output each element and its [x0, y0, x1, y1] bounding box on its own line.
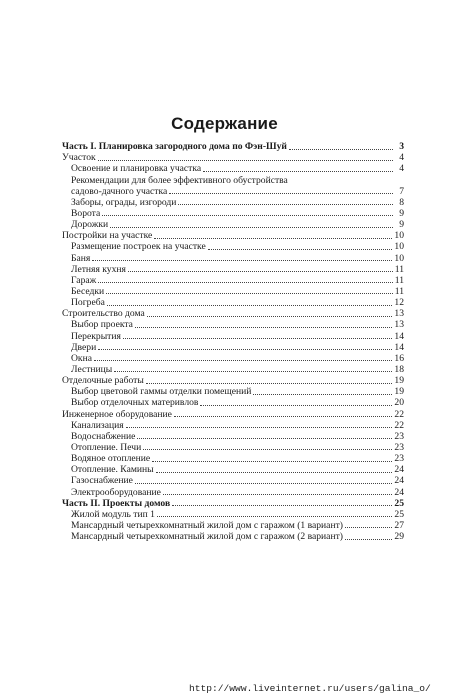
toc-entry-label: Постройки на участке: [62, 230, 153, 242]
toc-entry-page: 16: [394, 352, 404, 364]
toc-entry-page: 4: [399, 163, 404, 175]
toc-entry-page: 13: [394, 308, 404, 320]
toc-entry-label: Отделочные работы: [62, 375, 144, 387]
dot-leader: [345, 539, 392, 540]
toc-entry-page: 22: [394, 419, 404, 431]
toc-entry-page: 29: [394, 531, 404, 543]
toc-entry-label: Размещение построек на участке: [71, 241, 206, 253]
dot-leader: [152, 461, 392, 462]
toc-entry-label: Электрооборудование: [71, 486, 161, 498]
dot-leader: [200, 405, 392, 406]
toc-entry-label: Водоснабжение: [71, 430, 136, 442]
toc-entry-label: Инженерное оборудование: [62, 408, 172, 420]
toc-entry: [62, 264, 404, 275]
dot-leader: [289, 149, 393, 150]
toc-entry-label: Часть I. Планировка загородного дома по Фэн-Шуй: [62, 141, 287, 153]
toc-entry: [62, 453, 404, 464]
toc-entry: [62, 219, 404, 230]
toc-entry-page: 19: [394, 386, 404, 398]
toc-entry-page: 11: [394, 285, 404, 297]
toc-entry: [62, 275, 404, 286]
dot-leader: [169, 193, 393, 194]
toc-entry: [62, 174, 404, 185]
toc-entry-page: 23: [394, 441, 404, 453]
toc-entry-page: 8: [399, 196, 404, 208]
dot-leader: [137, 438, 392, 439]
dot-leader: [107, 305, 393, 306]
dot-leader: [92, 260, 392, 261]
toc-entry-page: 14: [394, 341, 404, 353]
toc-entry: [62, 431, 404, 442]
dot-leader: [147, 316, 393, 317]
dot-leader: [174, 416, 392, 417]
toc-entry-page: 23: [394, 430, 404, 442]
dot-leader: [154, 238, 392, 239]
toc-entry: [62, 375, 404, 386]
toc-entry-label: Жилой модуль тип 1: [71, 508, 155, 520]
toc-entry: [62, 386, 404, 397]
dot-leader: [135, 483, 392, 484]
toc-entry-page: 13: [394, 319, 404, 331]
page-title: Содержание: [171, 114, 278, 133]
toc-entry: [62, 420, 404, 431]
toc-entry: [62, 286, 404, 297]
toc-entry-label: Лестницы: [71, 363, 113, 375]
toc-entry: [62, 442, 404, 453]
dot-leader: [203, 171, 393, 172]
source-url: http://www.liveinternet.ru/users/galina_o/: [189, 683, 431, 694]
toc-entry-label: Заборы, ограды, изгороди: [71, 196, 177, 208]
toc-entry-page: 10: [394, 230, 404, 242]
toc-entry-page: 9: [399, 207, 404, 219]
toc-entry: [62, 397, 404, 408]
toc-entry: [62, 252, 404, 263]
dot-leader: [172, 505, 392, 506]
toc-entry-page: 10: [394, 252, 404, 264]
dot-leader: [126, 427, 393, 428]
toc-entry: [62, 486, 404, 497]
dot-leader: [146, 383, 393, 384]
toc-entry-label: Отопление. Камины: [71, 464, 154, 476]
dot-leader: [345, 527, 392, 528]
toc-entry-label: Мансардный четырехкомнатный жилой дом с гаражом (2 вариант): [71, 531, 343, 543]
toc-entry: [62, 141, 404, 152]
toc-entry-label: Баня: [71, 252, 91, 264]
toc-entry-page: 24: [394, 475, 404, 487]
toc-entry-page: 9: [399, 219, 404, 231]
table-of-contents: [62, 141, 404, 542]
toc-entry-label: Ворота: [71, 207, 101, 219]
toc-entry-label: Газоснабжение: [71, 475, 133, 487]
toc-entry-label: Освоение и планировка участка: [71, 163, 202, 175]
toc-entry-label: садово-дачного участка: [71, 185, 168, 197]
toc-entry-label: Дорожки: [71, 219, 109, 231]
toc-entry: [62, 186, 404, 197]
toc-entry: [62, 308, 404, 319]
toc-entry-page: 11: [394, 263, 404, 275]
toc-entry-label: Строительство дома: [62, 308, 145, 320]
dot-leader: [253, 394, 392, 395]
toc-entry: [62, 330, 404, 341]
dot-leader: [106, 293, 393, 294]
toc-entry: [62, 163, 404, 174]
toc-entry-label: Часть II. Проекты домов: [62, 497, 171, 509]
toc-entry-label: Погреба: [71, 297, 105, 309]
toc-entry: [62, 208, 404, 219]
toc-entry-label: Мансардный четырехкомнатный жилой дом с гаражом (1 вариант): [71, 519, 343, 531]
toc-entry-label: Окна: [71, 352, 92, 364]
dot-leader: [143, 449, 392, 450]
toc-entry-label: Летняя кухня: [71, 263, 126, 275]
toc-entry-label: Выбор цветовой гаммы отделки помещений: [71, 386, 252, 398]
toc-entry-label: Выбор отделочных материвлов: [71, 397, 199, 409]
toc-entry-page: 11: [394, 274, 404, 286]
toc-entry-page: 3: [399, 141, 404, 153]
toc-entry-label: Двери: [71, 341, 97, 353]
toc-entry-page: 25: [394, 508, 404, 520]
toc-entry-label: Отопление. Печи: [71, 441, 142, 453]
toc-entry: [62, 342, 404, 353]
toc-entry: [62, 408, 404, 419]
toc-entry-page: 19: [394, 375, 404, 387]
toc-entry-label: Гараж: [71, 274, 97, 286]
toc-entry: [62, 230, 404, 241]
dot-leader: [157, 516, 392, 517]
dot-leader: [98, 160, 393, 161]
toc-entry-label: Выбор проекта: [71, 319, 133, 331]
toc-entry: [62, 152, 404, 163]
dot-leader: [123, 338, 393, 339]
toc-entry: [62, 197, 404, 208]
toc-entry-page: 10: [394, 241, 404, 253]
toc-entry-label: Водяное отопление: [71, 453, 151, 465]
dot-leader: [114, 371, 392, 372]
toc-entry: [62, 241, 404, 252]
toc-entry: [62, 353, 404, 364]
toc-entry-label: Перекрытия: [71, 330, 121, 342]
toc-entry: [62, 464, 404, 475]
toc-entry-page: 12: [394, 297, 404, 309]
toc-entry: [62, 297, 404, 308]
dot-leader: [128, 271, 393, 272]
toc-entry-page: 22: [394, 408, 404, 420]
dot-leader: [178, 204, 393, 205]
dot-leader: [102, 215, 393, 216]
dot-leader: [135, 327, 392, 328]
toc-entry: [62, 475, 404, 486]
toc-entry-page: 25: [394, 497, 404, 509]
toc-entry-page: 7: [399, 185, 404, 197]
toc-entry-page: 23: [394, 453, 404, 465]
toc-entry: [62, 520, 404, 531]
dot-leader: [98, 282, 393, 283]
toc-entry-page: 4: [399, 152, 404, 164]
toc-entry-label: Канализация: [71, 419, 124, 431]
toc-entry-label: Рекомендации для более эффективного обустройства: [71, 174, 288, 186]
dot-leader: [208, 249, 393, 250]
toc-entry: [62, 319, 404, 330]
toc-entry: [62, 364, 404, 375]
toc-entry-page: 20: [394, 397, 404, 409]
toc-entry-page: 27: [394, 519, 404, 531]
dot-leader: [163, 494, 393, 495]
toc-entry-page: 24: [394, 486, 404, 498]
dot-leader: [94, 360, 392, 361]
toc-entry-label: Беседки: [71, 285, 105, 297]
toc-entry-page: 18: [394, 363, 404, 375]
dot-leader: [110, 227, 393, 228]
toc-entry-page: 14: [394, 330, 404, 342]
dot-leader: [98, 349, 392, 350]
toc-entry: [62, 498, 404, 509]
toc-entry-label: Участок: [62, 152, 96, 164]
toc-entry: [62, 509, 404, 520]
dot-leader: [156, 472, 393, 473]
toc-entry: [62, 531, 404, 542]
toc-entry-page: 24: [394, 464, 404, 476]
